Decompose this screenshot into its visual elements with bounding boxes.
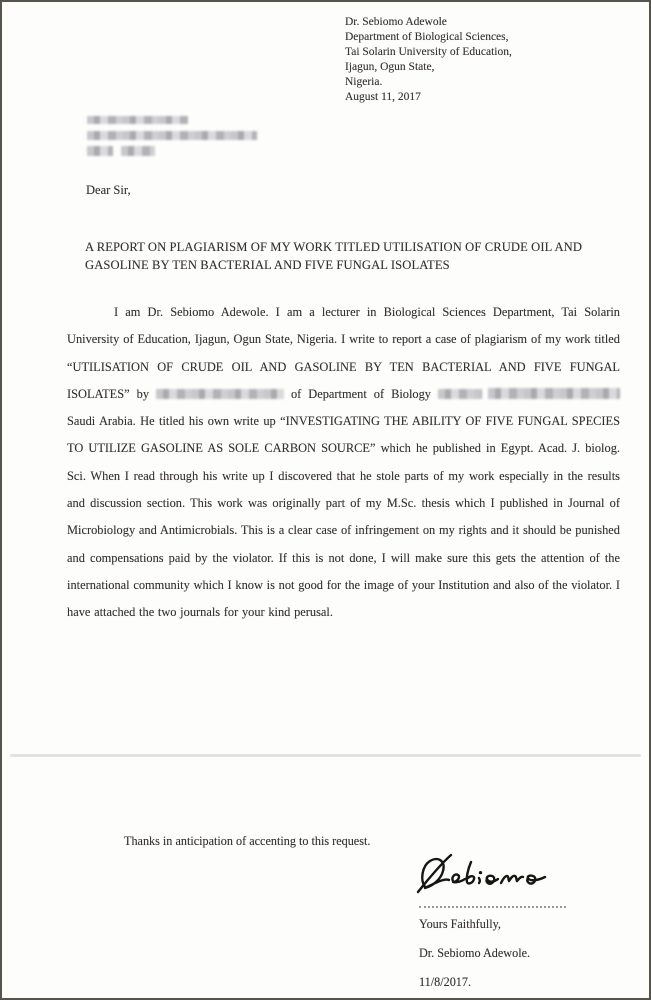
redacted-text-block xyxy=(438,389,482,399)
redacted-text-block xyxy=(87,131,257,140)
thanks-line: Thanks in anticipation of accenting to this request. xyxy=(124,834,371,848)
sender-department: Department of Biological Sciences, xyxy=(345,31,509,43)
redacted-text-block xyxy=(488,388,620,399)
subject-line: A REPORT ON PLAGIARISM OF MY WORK TITLED UTILISATION OF CRUDE OIL AND GASOLINE BY TEN BACTERIAL AND FIVE FUNGAL ISOLATES xyxy=(85,240,583,272)
redacted-text-block xyxy=(87,116,188,124)
letter-body-paragraph: I am Dr. Sebiomo Adewole. I am a lecturer in Biological Sciences Department, Tai Solarin University of Education, Ijagun, Ogun State, Nigeria. I write to report a case of plagiarism of my work titled “UTILISATION OF CRUDE OIL AND GASOLINE BY TEN BACTERIAL AND FIVE FUNGAL ISOLATES” by of Department of Biology Saudi Arabia. He titled his own write up “INVESTIGATING THE ABILITY OF FIVE FUNGAL SPECIES TO UTILIZE GASOLINE AS SOLE CARBON SOURCE” which he published in Egypt. Acad. J. biolog. Sci. When I read through his write up I discovered that he stole parts of my work especially in the results and discussion section. This work was originally part of my M.Sc. thesis which I published in Journal of Microbiology and Antimicrobials. This is a clear case of infringement on my rights and it should be punished and compensations paid by the violator. If this is not done, I will make sure this gets the attention of the international community which I know is not good for the image of your Institution and also of the violator. I have attached the two journals for your kind perusal. xyxy=(67,305,620,620)
signature-ink-icon xyxy=(415,852,560,896)
signature-dotted-line xyxy=(419,906,566,908)
sender-university: Tai Solarin University of Education, xyxy=(345,46,512,58)
redacted-text-block xyxy=(87,146,113,156)
valediction: Yours Faithfully, xyxy=(419,917,501,931)
salutation: Dear Sir, xyxy=(86,183,131,197)
handwritten-signature xyxy=(415,852,560,896)
sender-address-block xyxy=(345,15,512,105)
letter-date: August 11, 2017 xyxy=(345,91,421,103)
sender-city: Ijagun, Ogun State, xyxy=(345,61,435,73)
recipient-address-redacted xyxy=(87,111,257,159)
sender-name: Dr. Sebiomo Adewole xyxy=(345,16,447,28)
sender-country: Nigeria. xyxy=(345,76,383,88)
signatory-name: Dr. Sebiomo Adewole. xyxy=(419,946,531,960)
redacted-text-block xyxy=(156,389,284,399)
signature-date: 11/8/2017. xyxy=(419,975,472,989)
page-break-divider xyxy=(10,754,641,757)
redacted-text-block xyxy=(121,146,155,156)
